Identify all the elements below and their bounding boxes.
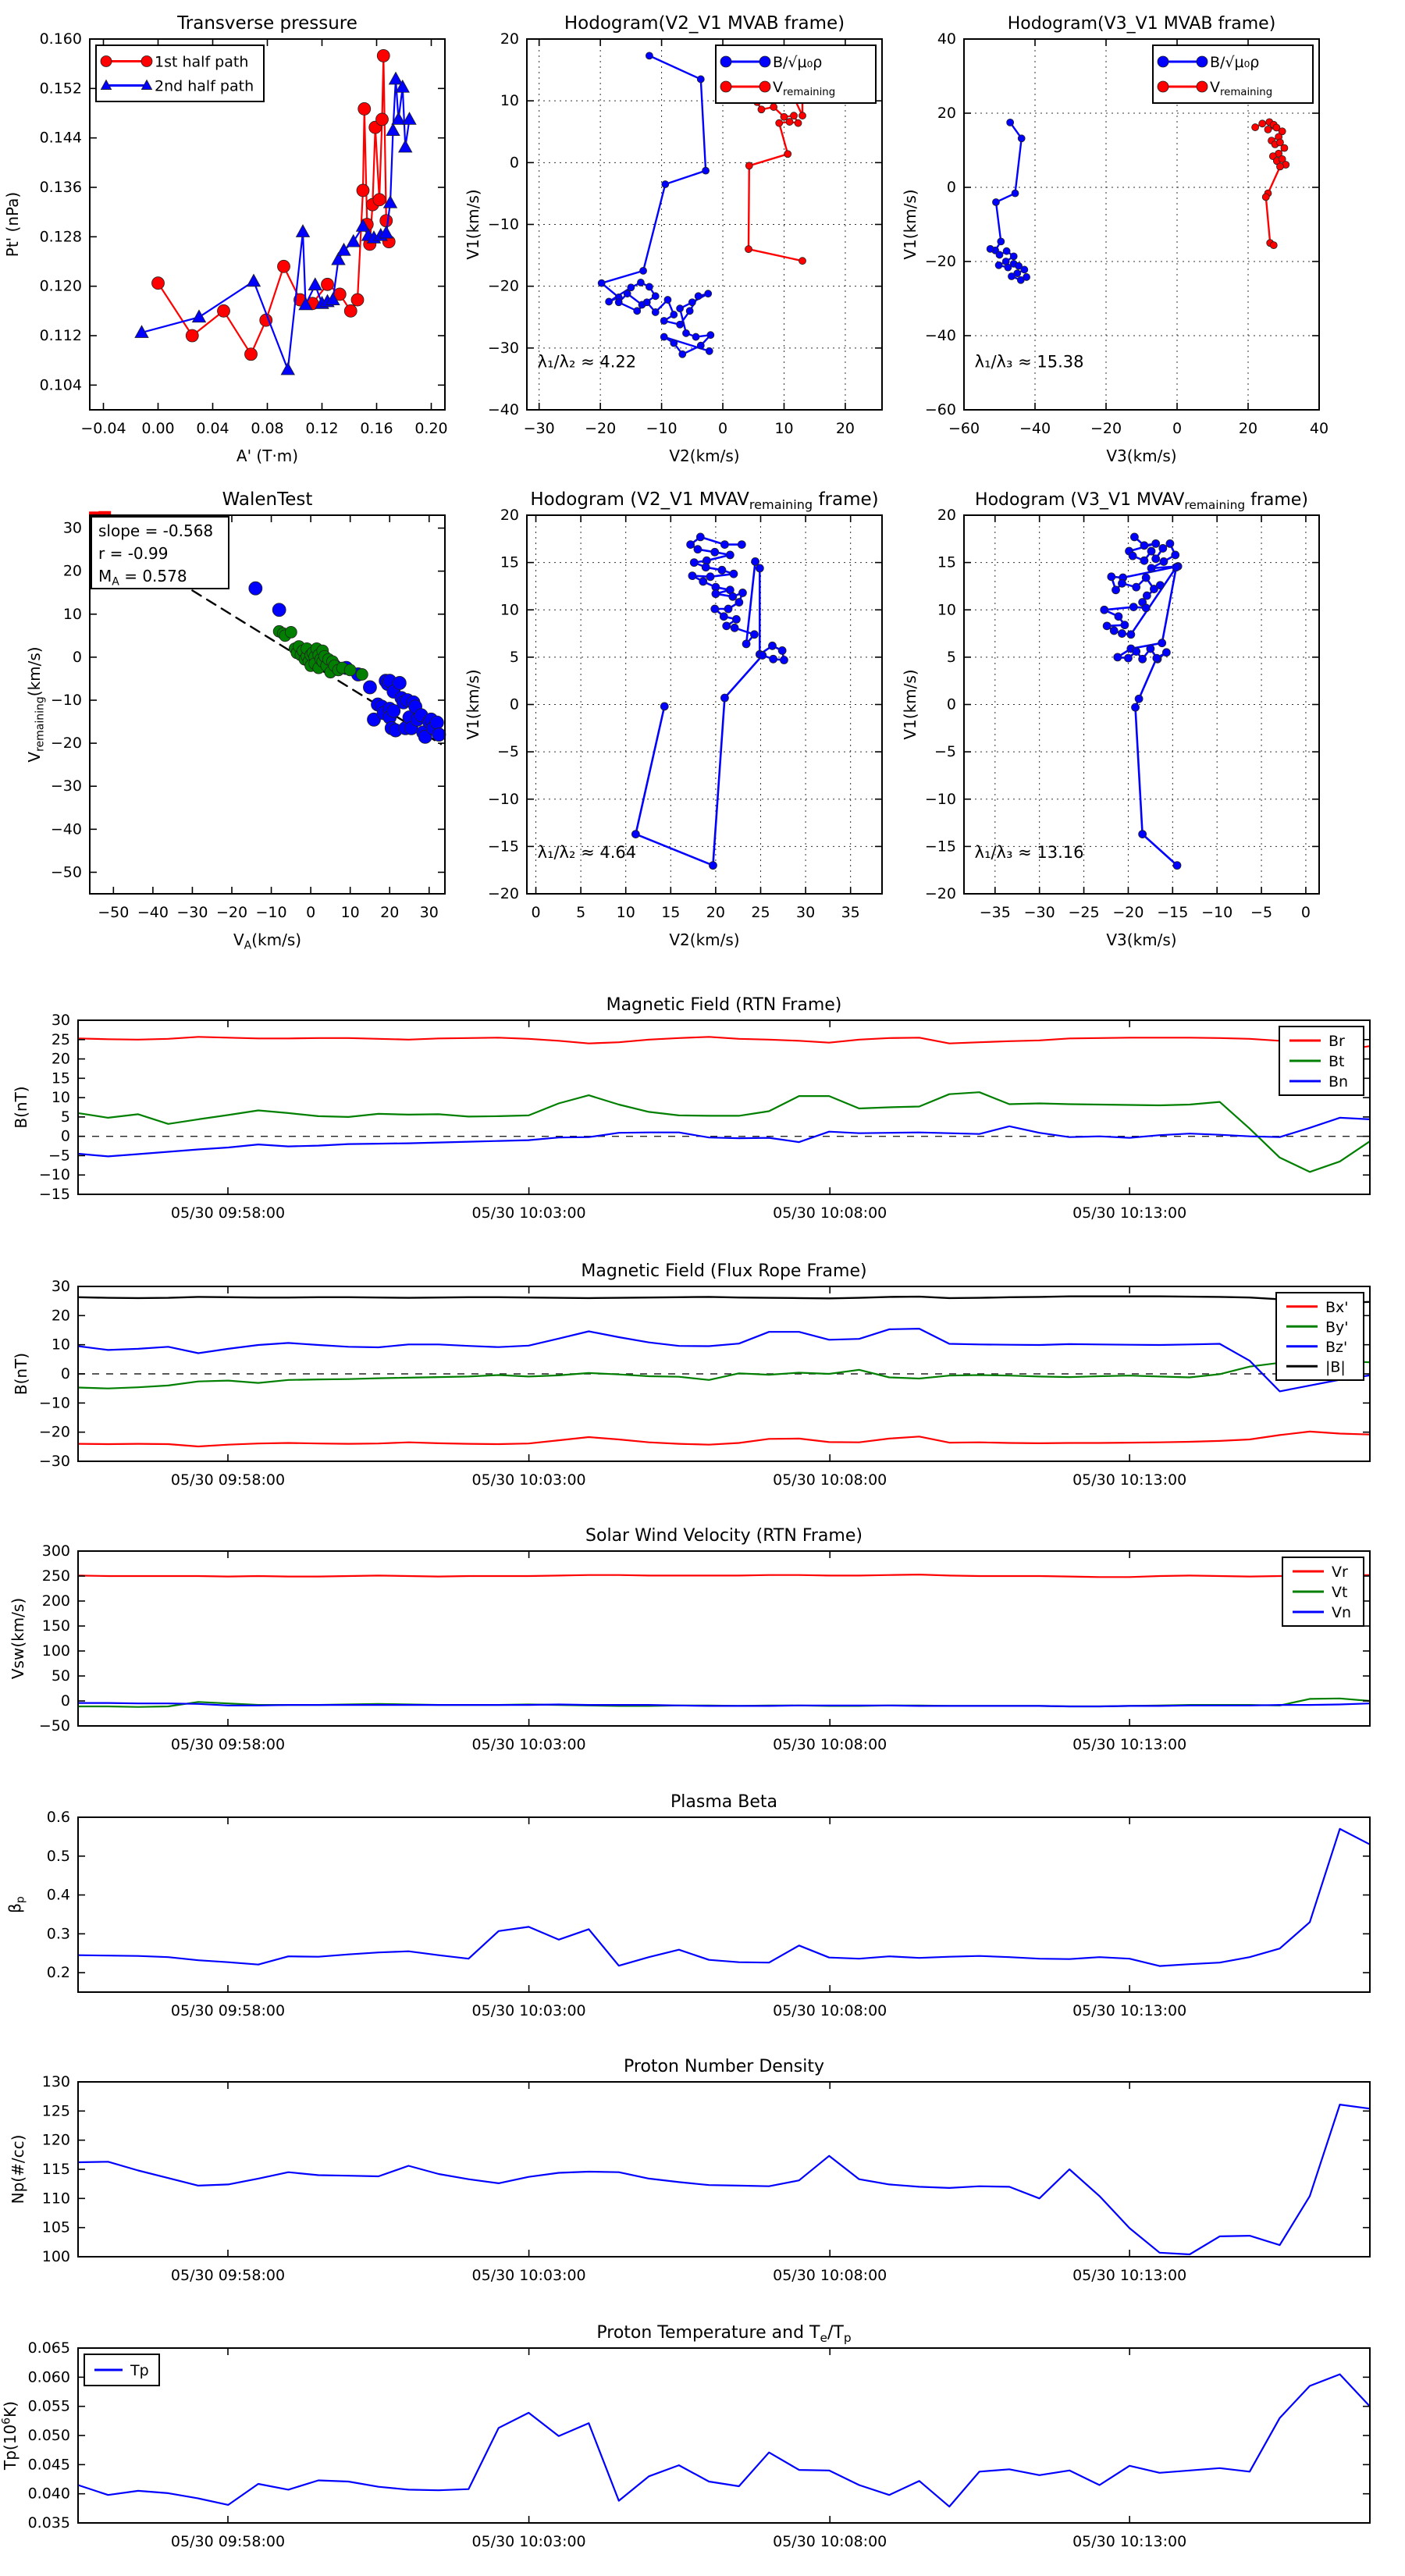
- proton-density: [9, 2057, 1370, 2284]
- solar-wind-velocity-legend: [1282, 1557, 1364, 1626]
- mag-field-flux-rope-legend-label: By': [1325, 1318, 1349, 1336]
- mag-field-rtn-ytick-label: 5: [60, 1108, 70, 1126]
- hodogram-v3v1-mvav-ytick-label: 5: [946, 648, 956, 666]
- hodogram-v3v1-mvav-title: Hodogram (V3_V1 $MVAV_{remaining}$ frame): [975, 490, 1308, 512]
- hodogram-v2v1-mvab-xlabel: V2(km/s): [669, 447, 740, 465]
- proton-temperature-xtick-label: 05/30 10:13:00: [1072, 2533, 1187, 2550]
- mag-field-flux-rope-ytick-label: 20: [51, 1307, 70, 1325]
- proton-density-ytick-label: 130: [41, 2073, 70, 2090]
- hodogram-v2v1-mvav-xtick-label: 15: [661, 904, 681, 921]
- solar-wind-velocity: [9, 1526, 1370, 1753]
- walen-test-xtick-label: −40: [137, 904, 169, 921]
- mag-field-flux-rope-ytick-label: 30: [51, 1278, 70, 1295]
- mag-field-rtn-ytick-label: 25: [51, 1030, 70, 1048]
- hodogram-v3v1-mvav-ytick-label: 15: [937, 553, 956, 571]
- hodogram-v3v1-mvab-annotation: λ₁/λ₃ ≈ 15.38: [974, 352, 1084, 372]
- hodogram-v2v1-mvab: [464, 13, 882, 465]
- walen-test-stat-line: slope = -0.568: [98, 521, 214, 540]
- walen-test-stat-line: r = -0.99: [98, 544, 169, 563]
- proton-density-ytick-label: 100: [41, 2248, 70, 2265]
- hodogram-v3v1-mvab: [901, 14, 1329, 465]
- hodogram-v2v1-mvab-ytick-label: −30: [487, 339, 519, 357]
- plasma-beta-frame: [78, 1817, 1370, 1992]
- hodogram-v2v1-mvav-annotation: λ₁/λ₂ ≈ 4.64: [537, 842, 637, 862]
- proton-density-xtick-label: 05/30 10:08:00: [773, 2267, 887, 2284]
- hodogram-v2v1-mvav-ytick-label: −10: [487, 790, 519, 808]
- hodogram-v2v1-mvab-xtick-label: −10: [646, 420, 678, 437]
- hodogram-v2v1-mvav: [464, 489, 882, 949]
- proton-temperature-ytick-label: 0.060: [27, 2368, 70, 2386]
- hodogram-v2v1-mvav-ytick-label: 5: [509, 648, 519, 666]
- mag-field-rtn-legend-label: Bn: [1329, 1073, 1349, 1091]
- proton-temperature-series-Tp: [78, 2375, 1370, 2507]
- proton-temperature-xtick-label: 05/30 09:58:00: [170, 2533, 286, 2550]
- hodogram-v2v1-mvav-series-v-hodogram-path: [631, 533, 788, 870]
- proton-temperature-xtick-label: 05/30 10:03:00: [471, 2533, 586, 2550]
- plasma-beta-ylabel: $\beta_p$: [5, 1896, 27, 1913]
- hodogram-v3v1-mvav-xtick-label: −25: [1068, 904, 1100, 921]
- plasma-beta-title: Plasma Beta: [670, 1792, 777, 1812]
- hodogram-v2v1-mvav-ytick-label: 0: [509, 696, 519, 713]
- mag-field-flux-rope-xtick-label: 05/30 10:08:00: [773, 1471, 887, 1489]
- hodogram-v3v1-mvav-xtick-label: −10: [1201, 904, 1233, 921]
- transverse-pressure-xtick-label: 0.12: [305, 420, 339, 437]
- hodogram-v3v1-mvab-ytick-label: −60: [924, 401, 956, 418]
- hodogram-v3v1-mvav-xtick-label: −30: [1023, 904, 1055, 921]
- walen-test-ytick-label: 30: [62, 519, 82, 537]
- transverse-pressure-ytick-label: 0.144: [39, 129, 82, 147]
- proton-temperature-frame: [78, 2348, 1370, 2523]
- mag-field-flux-rope-xtick-label: 05/30 10:13:00: [1072, 1471, 1187, 1489]
- hodogram-v2v1-mvab-legend-label: B/√μ₀ρ: [773, 54, 823, 71]
- walen-test-ytick-label: −50: [50, 863, 82, 881]
- walen-test-ytick-label: −40: [50, 820, 82, 838]
- mag-field-flux-rope-xtick-label: 05/30 09:58:00: [170, 1471, 286, 1489]
- solar-wind-velocity-ytick-label: 150: [41, 1617, 70, 1635]
- mag-field-rtn-xtick-label: 05/30 10:03:00: [471, 1204, 586, 1222]
- proton-density-ytick-label: 125: [41, 2102, 70, 2120]
- mag-field-flux-rope-ticks: [39, 1278, 1370, 1489]
- hodogram-v3v1-mvab-title: Hodogram(V3_V1 MVAB frame): [1007, 14, 1276, 34]
- solar-wind-velocity-xtick-label: 05/30 09:58:00: [170, 1736, 286, 1753]
- proton-temperature-ylabel: $Tp(10^6K)$: [0, 2400, 20, 2471]
- mag-field-flux-rope-series-Bx-prime: [78, 1432, 1370, 1446]
- proton-density-ytick-label: 110: [41, 2190, 70, 2208]
- proton-temperature-xtick-label: 05/30 10:08:00: [773, 2533, 887, 2550]
- transverse-pressure-ytick-label: 0.104: [39, 376, 82, 394]
- hodogram-v3v1-mvav-ytick-label: −5: [934, 743, 956, 761]
- solar-wind-velocity-title: Solar Wind Velocity (RTN Frame): [585, 1526, 863, 1546]
- hodogram-v3v1-mvab-ytick-label: 0: [946, 179, 956, 196]
- hodogram-v3v1-mvav-ytick-label: 0: [946, 696, 956, 713]
- proton-density-ticks: [42, 2073, 1370, 2284]
- hodogram-v3v1-mvab-ytick-label: 20: [937, 105, 956, 122]
- proton-density-ytick-label: 105: [41, 2218, 70, 2236]
- proton-density-frame: [78, 2082, 1370, 2257]
- plasma-beta-series-beta-p: [78, 1829, 1370, 1966]
- mag-field-flux-rope-legend-label: Bx': [1325, 1298, 1349, 1316]
- hodogram-v2v1-mvav-ytick-label: 15: [500, 553, 519, 571]
- hodogram-v3v1-mvav-ytick-label: −20: [924, 885, 956, 902]
- mag-field-rtn-title: Magnetic Field (RTN Frame): [606, 995, 842, 1015]
- hodogram-v3v1-mvav-xtick-label: −5: [1250, 904, 1273, 921]
- hodogram-v3v1-mvab-xtick-label: 40: [1309, 420, 1329, 437]
- hodogram-v2v1-mvab-ytick-label: 20: [500, 30, 519, 48]
- transverse-pressure-ytick-label: 0.160: [39, 30, 82, 48]
- hodogram-v2v1-mvab-annotation: λ₁/λ₂ ≈ 4.22: [537, 352, 637, 372]
- solar-wind-velocity-ytick-label: 250: [41, 1567, 70, 1585]
- hodogram-v3v1-mvav-ytick-label: 20: [937, 507, 956, 524]
- mag-field-rtn-ylabel: B(nT): [12, 1086, 30, 1129]
- mag-field-rtn-series-Bt: [78, 1092, 1370, 1172]
- hodogram-v2v1-mvab-xtick-label: −20: [585, 420, 617, 437]
- hodogram-v3v1-mvav-ytick-label: −15: [924, 838, 956, 856]
- plasma-beta-ytick-label: 0.4: [46, 1886, 70, 1904]
- hodogram-v2v1-mvab-ytick-label: −20: [487, 277, 519, 295]
- transverse-pressure-xtick-label: 0.00: [141, 420, 175, 437]
- walen-test-xtick-label: −30: [176, 904, 208, 921]
- transverse-pressure-xlabel: A' (T·m): [236, 447, 299, 465]
- hodogram-v2v1-mvav-ytick-label: 20: [500, 507, 519, 524]
- walen-test-xtick-label: −20: [215, 904, 248, 921]
- hodogram-v2v1-mvav-xtick-label: 25: [751, 904, 770, 921]
- hodogram-v3v1-mvab-ytick-label: 40: [937, 30, 956, 48]
- hodogram-v2v1-mvav-ytick-label: −20: [487, 885, 519, 902]
- solar-wind-velocity-xtick-label: 05/30 10:08:00: [773, 1736, 887, 1753]
- mag-field-rtn-xtick-label: 05/30 09:58:00: [170, 1204, 286, 1222]
- plasma-beta-ytick-label: 0.5: [46, 1847, 70, 1865]
- transverse-pressure-series-second-half-path: [135, 72, 416, 375]
- plasma-beta-xtick-label: 05/30 09:58:00: [170, 2002, 286, 2019]
- mag-field-rtn-ytick-label: 30: [51, 1012, 70, 1029]
- mag-field-rtn-legend: [1279, 1026, 1364, 1095]
- proton-temperature-ytick-label: 0.055: [27, 2397, 70, 2415]
- mag-field-rtn-ytick-label: −10: [38, 1166, 70, 1184]
- mag-field-flux-rope-title: Magnetic Field (Flux Rope Frame): [581, 1261, 867, 1281]
- hodogram-v3v1-mvav-ylabel: V1(km/s): [901, 669, 919, 740]
- walen-test-xtick-label: 20: [380, 904, 400, 921]
- hodogram-v3v1-mvab-ytick-label: −40: [924, 327, 956, 344]
- mag-field-rtn-legend-label: Br: [1329, 1033, 1345, 1050]
- hodogram-v3v1-mvab-xtick-label: 0: [1172, 420, 1183, 437]
- hodogram-v2v1-mvab-legend: [716, 45, 876, 103]
- walen-test-ylabel: $V_{remaining}(km/s)$: [25, 646, 47, 763]
- hodogram-v3v1-mvab-xtick-label: −20: [1090, 420, 1122, 437]
- hodogram-v3v1-mvav-xlabel: V3(km/s): [1106, 930, 1177, 949]
- mag-field-flux-rope: [12, 1261, 1370, 1489]
- walen-test-ytick-label: 20: [62, 562, 82, 580]
- hodogram-v2v1-mvav-xtick-label: 10: [616, 904, 635, 921]
- solar-wind-velocity-legend-label: Vn: [1332, 1604, 1352, 1621]
- mag-field-flux-rope-ytick-label: 10: [51, 1336, 70, 1354]
- mag-field-rtn-legend-label: Bt: [1329, 1053, 1345, 1070]
- mag-field-rtn-xtick-label: 05/30 10:13:00: [1072, 1204, 1187, 1222]
- walen-test-title: WalenTest: [222, 489, 313, 510]
- hodogram-v2v1-mvab-xtick-label: −30: [523, 420, 555, 437]
- mag-field-rtn-ytick-label: 15: [51, 1069, 70, 1087]
- solar-wind-velocity-ytick-label: 50: [51, 1667, 70, 1685]
- hodogram-v3v1-mvab-legend-label: $V_{remaining}$: [1210, 79, 1273, 99]
- walen-test-stats-box: [91, 517, 229, 589]
- walen-test-ytick-label: −20: [50, 735, 82, 753]
- mag-field-flux-rope-series-B-magnitude: [78, 1297, 1370, 1303]
- hodogram-v3v1-mvab-xtick-label: −60: [948, 420, 980, 437]
- proton-temperature-legend: [84, 2354, 159, 2386]
- mag-field-flux-rope-legend-label: |B|: [1325, 1358, 1346, 1376]
- proton-temperature-ytick-label: 0.035: [27, 2514, 70, 2532]
- mag-field-rtn-ytick-label: −5: [48, 1147, 70, 1165]
- proton-density-xtick-label: 05/30 09:58:00: [170, 2267, 286, 2284]
- hodogram-v2v1-mvab-xtick-label: 10: [774, 420, 794, 437]
- walen-test-xtick-label: 10: [340, 904, 360, 921]
- transverse-pressure: [3, 13, 448, 465]
- proton-density-ytick-label: 120: [41, 2131, 70, 2149]
- solar-wind-velocity-ylabel: Vsw(km/s): [9, 1597, 27, 1680]
- hodogram-v2v1-mvav-xtick-label: 35: [841, 904, 860, 921]
- hodogram-v3v1-mvab-legend: [1153, 45, 1313, 103]
- walen-test: [25, 489, 446, 952]
- hodogram-v3v1-mvav-annotation: λ₁/λ₃ ≈ 13.16: [974, 842, 1084, 862]
- transverse-pressure-ytick-label: 0.136: [39, 179, 82, 196]
- walen-test-xtick-label: 0: [306, 904, 316, 921]
- solar-wind-velocity-xtick-label: 05/30 10:13:00: [1072, 1736, 1187, 1753]
- plasma-beta: [5, 1792, 1370, 2019]
- solar-wind-velocity-ticks: [39, 1542, 1370, 1753]
- hodogram-v2v1-mvav-ytick-label: 10: [500, 601, 519, 619]
- hodogram-v2v1-mvav-title: Hodogram (V2_V1 $MVAV_{remaining}$ frame): [530, 489, 879, 513]
- proton-temperature-legend-label: Tp: [130, 2362, 149, 2379]
- walen-test-ytick-label: −30: [50, 777, 82, 795]
- proton-temperature-ytick-label: 0.065: [27, 2339, 70, 2357]
- hodogram-v2v1-mvav-xtick-label: 0: [531, 904, 541, 921]
- hodogram-v2v1-mvav-xtick-label: 30: [795, 904, 816, 921]
- hodogram-v2v1-mvab-xtick-label: 20: [835, 420, 855, 437]
- hodogram-v3v1-mvav: [901, 490, 1319, 949]
- hodogram-v3v1-mvav-ytick-label: 10: [937, 601, 956, 619]
- hodogram-v2v1-mvav-xtick-label: 20: [706, 904, 725, 921]
- mag-field-flux-rope-legend: [1276, 1293, 1364, 1380]
- mag-field-rtn-xtick-label: 05/30 10:08:00: [773, 1204, 887, 1222]
- plasma-beta-xtick-label: 05/30 10:13:00: [1072, 2002, 1187, 2019]
- transverse-pressure-xtick-label: 0.08: [251, 420, 284, 437]
- solar-wind-velocity-series-Vr: [78, 1574, 1370, 1577]
- solar-wind-velocity-xtick-label: 05/30 10:03:00: [471, 1736, 586, 1753]
- hodogram-v2v1-mvab-xtick-label: 0: [717, 420, 728, 437]
- hodogram-v2v1-mvab-ylabel: V1(km/s): [464, 189, 482, 260]
- plasma-beta-ticks: [47, 1809, 1370, 2019]
- walen-test-series-outside-points: [249, 582, 446, 743]
- proton-density-xtick-label: 05/30 10:03:00: [471, 2267, 586, 2284]
- hodogram-v3v1-mvab-xtick-label: 20: [1238, 420, 1258, 437]
- proton-temperature-ticks: [28, 2339, 1370, 2550]
- mag-field-rtn-ticks: [39, 1012, 1370, 1222]
- transverse-pressure-legend-label: 1st half path: [155, 53, 249, 71]
- solar-wind-velocity-ytick-label: 300: [41, 1542, 70, 1560]
- hodogram-v2v1-mvav-xlabel: V2(km/s): [669, 930, 740, 949]
- mag-field-flux-rope-ytick-label: 0: [60, 1365, 70, 1382]
- hodogram-v2v1-mvav-xtick-label: 5: [576, 904, 586, 921]
- hodogram-v2v1-mvav-grid: [527, 515, 882, 894]
- hodogram-v3v1-mvav-ytick-label: −10: [924, 790, 956, 808]
- transverse-pressure-xtick-label: 0.20: [414, 420, 448, 437]
- proton-temperature-ytick-label: 0.040: [27, 2485, 70, 2503]
- plasma-beta-xtick-label: 05/30 10:08:00: [773, 2002, 887, 2019]
- mag-field-rtn-ytick-label: 10: [51, 1089, 70, 1107]
- plasma-beta-ytick-label: 0.6: [46, 1809, 70, 1826]
- mag-field-rtn-ytick-label: 0: [60, 1127, 70, 1145]
- hodogram-v2v1-mvab-ytick-label: 0: [509, 154, 519, 172]
- mag-field-flux-rope-xtick-label: 05/30 10:03:00: [471, 1471, 586, 1489]
- solar-wind-velocity-ytick-label: 100: [41, 1642, 70, 1660]
- solar-wind-velocity-ytick-label: 200: [41, 1592, 70, 1610]
- mag-field-rtn: [12, 995, 1370, 1222]
- mag-field-rtn-series-Br: [78, 1037, 1370, 1050]
- hodogram-v3v1-mvav-xtick-label: −35: [979, 904, 1011, 921]
- walen-test-xlabel: $V_A(km/s)$: [233, 930, 302, 952]
- plasma-beta-ytick-label: 0.2: [46, 1964, 70, 1982]
- hodogram-v3v1-mvav-xtick-label: −15: [1157, 904, 1189, 921]
- transverse-pressure-xtick-label: 0.16: [360, 420, 393, 437]
- hodogram-v2v1-mvab-series-b-over-sqrt-mu0rho: [598, 52, 714, 358]
- hodogram-v2v1-mvab-ytick-label: −40: [487, 401, 519, 418]
- hodogram-v3v1-mvab-legend-label: B/√μ₀ρ: [1210, 54, 1260, 71]
- proton-temperature-title: Proton Temperature and $T_e/T_p$: [596, 2323, 852, 2345]
- hodogram-v3v1-mvab-ylabel: V1(km/s): [901, 189, 919, 260]
- walen-test-xtick-label: −50: [98, 904, 130, 921]
- mag-field-rtn-frame: [78, 1020, 1370, 1194]
- mag-field-flux-rope-ylabel: B(nT): [12, 1352, 30, 1396]
- transverse-pressure-ytick-label: 0.120: [39, 277, 82, 295]
- proton-density-series-Np: [78, 2105, 1370, 2254]
- transverse-pressure-xtick-label: −0.04: [80, 420, 126, 437]
- hodogram-v3v1-mvab-series-b-over-sqrt-mu0rho: [987, 119, 1030, 283]
- solar-wind-velocity-ytick-label: 0: [60, 1692, 70, 1710]
- transverse-pressure-xtick-label: 0.04: [196, 420, 229, 437]
- hodogram-v3v1-mvab-xlabel: V3(km/s): [1106, 447, 1177, 465]
- hodogram-v2v1-mvav-ylabel: V1(km/s): [464, 669, 482, 740]
- hodogram-v2v1-mvav-ytick-label: −5: [496, 743, 519, 761]
- transverse-pressure-title: Transverse pressure: [177, 13, 357, 34]
- hodogram-v3v1-mvav-xtick-label: 0: [1300, 904, 1311, 921]
- solar-wind-velocity-ytick-label: −50: [38, 1717, 70, 1735]
- hodogram-v2v1-mvab-ytick-label: 10: [500, 92, 519, 110]
- transverse-pressure-legend-label: 2nd half path: [155, 77, 254, 95]
- mag-field-rtn-ytick-label: 20: [51, 1050, 70, 1068]
- hodogram-v2v1-mvav-ytick-label: −15: [487, 838, 519, 856]
- walen-test-series-inside-points: [273, 625, 368, 680]
- proton-temperature-ytick-label: 0.045: [27, 2456, 70, 2474]
- transverse-pressure-ylabel: Pt' (nPa): [3, 191, 22, 258]
- plasma-beta-ytick-label: 0.3: [46, 1925, 70, 1943]
- proton-density-title: Proton Number Density: [624, 2057, 824, 2076]
- plasma-beta-xtick-label: 05/30 10:03:00: [471, 2002, 586, 2019]
- transverse-pressure-ytick-label: 0.152: [39, 80, 82, 98]
- mag-field-flux-rope-ytick-label: −20: [38, 1423, 70, 1441]
- walen-test-ytick-label: 0: [72, 648, 82, 666]
- hodogram-v2v1-mvab-title: Hodogram(V2_V1 MVAB frame): [564, 13, 845, 34]
- hodogram-v3v1-mvav-xtick-label: −20: [1112, 904, 1144, 921]
- transverse-pressure-legend: [96, 45, 264, 101]
- walen-test-xtick-label: −10: [255, 904, 287, 921]
- mag-field-flux-rope-legend-label: Bz': [1325, 1338, 1348, 1356]
- mag-field-rtn-series-Bn: [78, 1118, 1370, 1157]
- proton-density-ylabel: Np(#/cc): [9, 2134, 27, 2204]
- walen-test-stat-line: $M_A = 0.578$: [98, 567, 187, 589]
- proton-temperature-ytick-label: 0.050: [27, 2427, 70, 2444]
- mag-field-flux-rope-ytick-label: −10: [38, 1394, 70, 1412]
- transverse-pressure-ytick-label: 0.128: [39, 228, 82, 246]
- mag-field-flux-rope-series-By-prime: [78, 1361, 1370, 1389]
- proton-temperature: [0, 2323, 1370, 2550]
- walen-test-xtick-label: 30: [419, 904, 439, 921]
- transverse-pressure-ytick-label: 0.112: [39, 327, 82, 344]
- solar-wind-velocity-legend-label: Vr: [1332, 1564, 1348, 1581]
- proton-density-xtick-label: 05/30 10:13:00: [1072, 2267, 1187, 2284]
- mag-field-rtn-ytick-label: −15: [38, 1186, 70, 1203]
- solar-wind-velocity-legend-label: Vt: [1332, 1584, 1348, 1601]
- walen-test-ytick-label: −10: [50, 691, 82, 709]
- hodogram-v3v1-mvab-series-v-remaining: [1252, 119, 1289, 249]
- hodogram-v3v1-mvav-series-v-hodogram-path: [1101, 533, 1182, 870]
- solar-wind-velocity-frame: [78, 1551, 1370, 1726]
- mag-field-flux-rope-ytick-label: −30: [38, 1453, 70, 1470]
- walen-test-ytick-label: 10: [62, 605, 82, 623]
- proton-density-ytick-label: 115: [41, 2161, 70, 2178]
- hodogram-v3v1-mvab-xtick-label: −40: [1019, 420, 1051, 437]
- hodogram-v3v1-mvab-ytick-label: −20: [924, 253, 956, 270]
- hodogram-v2v1-mvab-ytick-label: −10: [487, 215, 519, 233]
- hodogram-v2v1-mvab-legend-label: $V_{remaining}$: [773, 79, 836, 99]
